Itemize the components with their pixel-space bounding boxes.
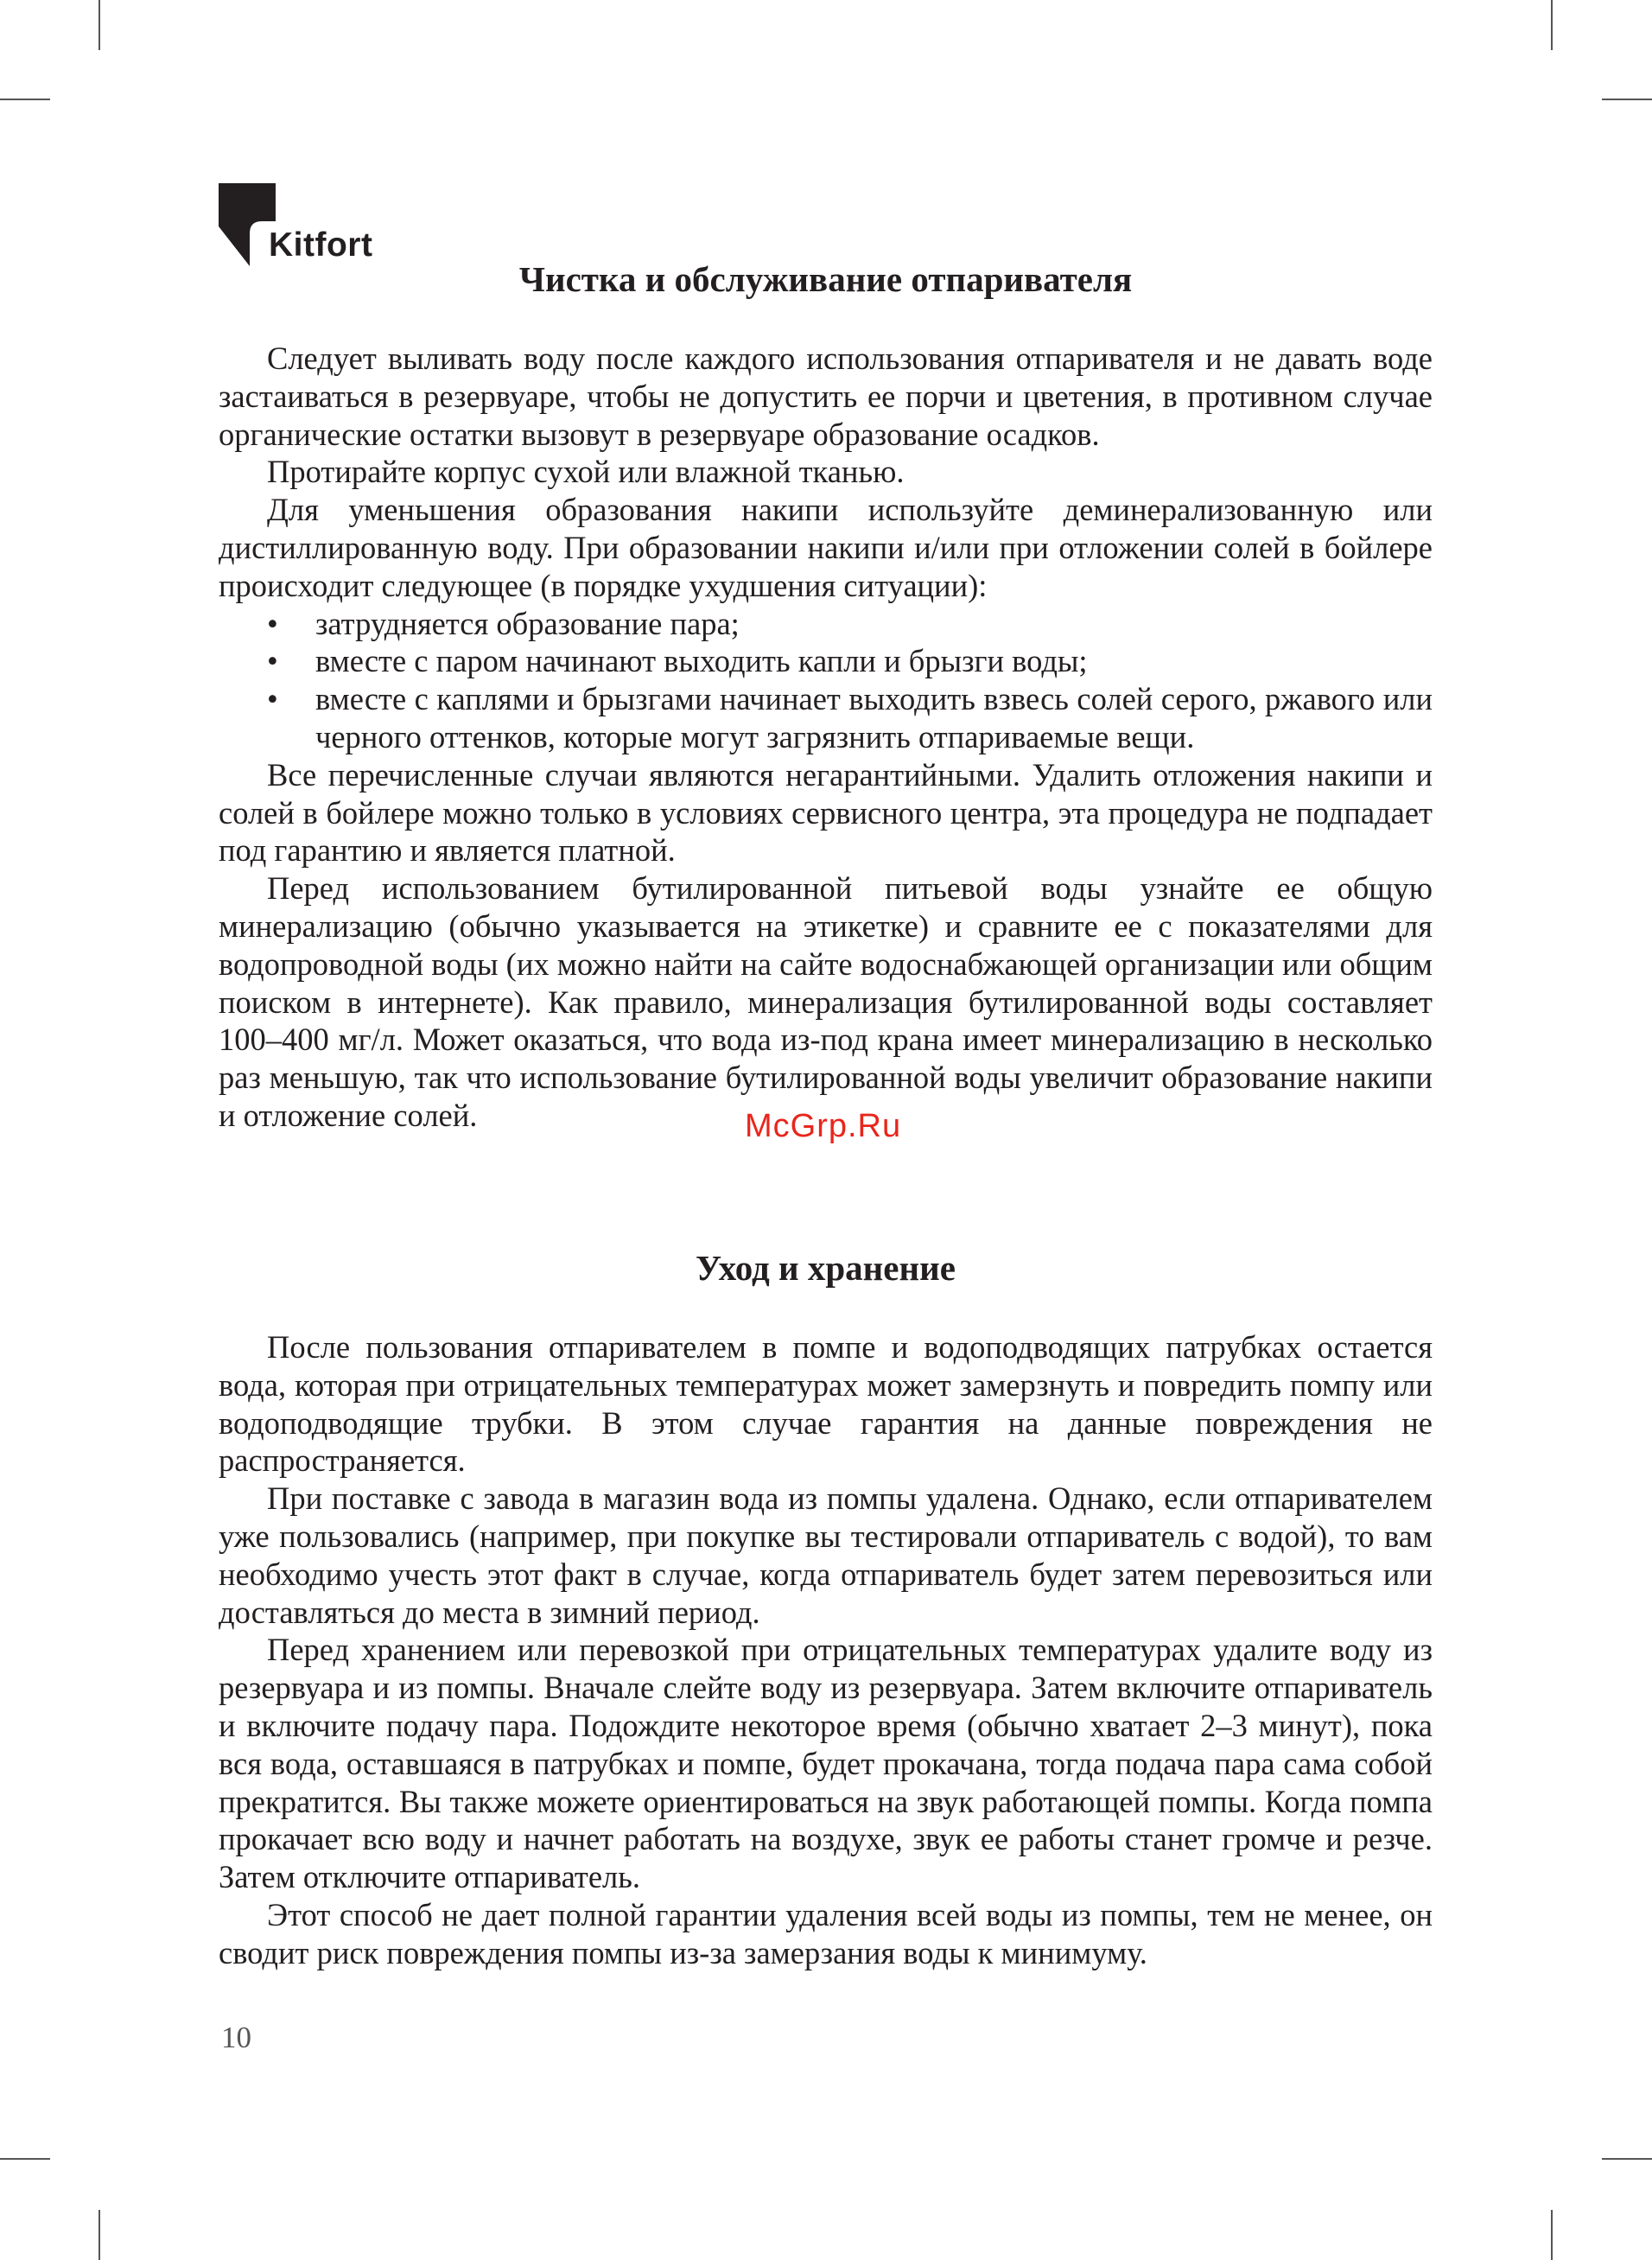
section-storage (219, 1246, 1433, 1289)
crop-mark (1602, 99, 1652, 100)
kitfort-logo-icon (219, 183, 276, 266)
crop-mark (98, 2210, 100, 2260)
list-item-text: вместе с паром начинают выходить капли и брызги воды; (315, 643, 1088, 679)
list-item-text: затрудняется образование пара; (315, 605, 740, 641)
bullet-list (219, 605, 1433, 756)
paragraph: Следует выливать воду после каждого использования отпаривателя и не давать воде застаиваться в резервуаре, чтобы не допустить ее порчи и цветения, в противном случае органические остатки вызовут в резервуаре образование осадков. (219, 341, 1433, 452)
paragraph: Перед использованием бутилированной питьевой воды узнайте ее общую минерализацию (обычно указывается на этикетке) и сравните ее с показателями для водопроводной воды (их можно найти на сайте водоснабжающей организации или общим поиском в интернете). Как правило, минерализация бутилированной воды составляет 100–400 мг/л. Может оказаться, что вода из-под крана имеет минерализацию в несколько раз меньшую, так что использование бутилированной воды увеличит образование накипи и отложение солей. (219, 870, 1433, 1133)
crop-mark (1602, 2158, 1652, 2160)
crop-mark (0, 99, 50, 100)
kitfort-logo (219, 183, 391, 270)
crop-mark (98, 0, 100, 50)
list-item (219, 642, 1433, 680)
page-number: 10 (221, 2021, 251, 2054)
section-cleaning-body (219, 340, 1433, 1135)
paragraph: Все перечисленные случаи являются негарантийными. Удалить отложения накипи и солей в бойлере можно только в условиях сервисного центра, эта процедура не подпадает под гарантию и является платной. (219, 756, 1433, 869)
list-item-text: вместе с каплями и брызгами начинает выходить взвесь солей серого, ржавого или черного оттенков, которые могут загрязнить отпариваемые вещи. (315, 681, 1433, 754)
bullet-icon: • (267, 643, 278, 679)
list-item (219, 680, 1433, 756)
paragraph: Для уменьшения образования накипи используйте деминерализованную или дистиллированную воду. При образовании накипи и/или при отложении солей в бойлере происходит следующее (в порядке ухудшения ситуации): (219, 492, 1433, 603)
bullet-icon: • (267, 681, 278, 717)
section-heading: Чистка и обслуживание отпаривателя (518, 259, 1133, 299)
crop-mark (1551, 0, 1553, 50)
paragraph: Протирайте корпус сухой или влажной тканью. (267, 454, 905, 490)
paragraph: После пользования отпаривателем в помпе и водоподводящих патрубках остается вода, которая при отрицательных температурах может замерзнуть и повредить помпу или водоподводящие трубки. В этом случае гарантия на данные повреждения не распространяется. (219, 1329, 1433, 1479)
crop-mark (0, 2158, 50, 2160)
logo-text: Kitfort (269, 226, 373, 264)
bullet-icon: • (267, 605, 278, 641)
paragraph: При поставке с завода в магазин вода из помпы удалена. Однако, если отпаривателем уже пользовались (например, при покупке вы тестировали отпариватель с водой), то вам необходимо учесть этот факт в случае, когда отпариватель будет затем перевозиться или доставляться до места в зимний период. (219, 1480, 1433, 1630)
watermark: McGrp.Ru (745, 1108, 902, 1144)
list-item (219, 605, 1433, 643)
crop-mark (1551, 2210, 1553, 2260)
paragraph: Этот способ не дает полной гарантии удаления всей воды из помпы, тем не менее, он сводит риск повреждения помпы из-за замерзания воды к минимуму. (219, 1896, 1433, 1970)
section-storage-body (219, 1328, 1433, 1972)
paragraph: Перед хранением или перевозкой при отрицательных температурах удалите воду из резервуара и из помпы. Вначале слейте воду из резервуара. Затем включите отпариватель и включите подачу пара. Подождите некоторое время (обычно хватает 2–3 минут), пока вся вода, оставшаяся в патрубках и помпе, будет прокачана, тогда подача пара сама собой прекратится. Вы также можете ориентироваться на звук работающей помпы. Когда помпа прокачает всю воду и начнет работать на воздухе, звук ее работы станет громче и резче. Затем отключите отпариватель. (219, 1632, 1433, 1895)
section-cleaning (219, 258, 1433, 301)
section-heading: Уход и хранение (696, 1248, 956, 1288)
